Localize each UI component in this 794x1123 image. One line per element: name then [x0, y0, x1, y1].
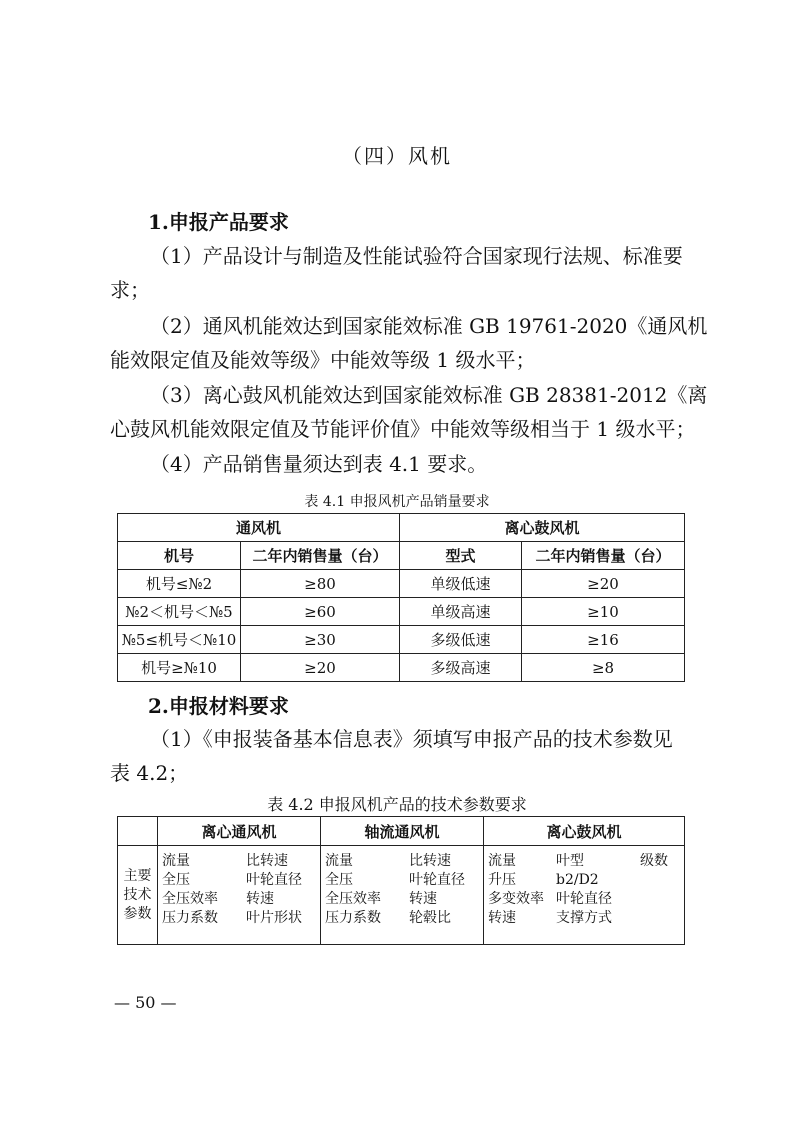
- table-header: 二年内销售量（台）: [522, 542, 685, 570]
- paragraph: （4）产品销售量须达到表 4.1 要求。: [150, 452, 488, 476]
- table-corner-cell: [118, 817, 158, 846]
- technical-parameters-table: [117, 816, 685, 945]
- param-item: 流量: [162, 853, 190, 869]
- paragraph: 能效限定值及能效等级》中能效等级 1 级水平；: [110, 348, 536, 372]
- table-cell: 机号≥№10: [118, 654, 241, 682]
- param-item: 全压: [325, 872, 353, 888]
- paragraph: （3）离心鼓风机能效达到国家能效标准 GB 28381-2012《离: [150, 383, 708, 407]
- table-cell: ≥16: [522, 626, 685, 654]
- table-cell: 机号≤№2: [118, 570, 241, 598]
- paragraph: （1）产品设计与制造及性能试验符合国家现行法规、标准要: [150, 244, 683, 268]
- table-cell: 多级低速: [400, 626, 522, 654]
- table-cell: ≥20: [522, 570, 685, 598]
- table-cell: 单级高速: [400, 598, 522, 626]
- param-item: 支撑方式: [556, 910, 612, 926]
- param-item: [640, 890, 680, 909]
- param-item: 比转速: [246, 853, 288, 869]
- paragraph: 求；: [110, 278, 150, 302]
- param-item: 全压效率: [162, 891, 218, 907]
- table-cell: ≥20: [241, 654, 400, 682]
- paragraph: 表 4.2；: [110, 761, 189, 785]
- table-group-header: 离心鼓风机: [400, 514, 685, 542]
- param-item: 级数: [640, 853, 668, 869]
- param-item: 轮毂比: [409, 910, 451, 926]
- sales-requirement-table: [117, 513, 685, 682]
- section-title: （四）风机: [342, 144, 452, 168]
- table-cell: ≥60: [241, 598, 400, 626]
- param-cell-centrifugal-ventilator: [158, 846, 321, 945]
- param-item: 压力系数: [162, 910, 218, 926]
- param-item: 压力系数: [325, 910, 381, 926]
- param-item: 转速: [246, 891, 274, 907]
- table-row: [118, 570, 685, 598]
- table-row: [118, 626, 685, 654]
- table-cell: ≥8: [522, 654, 685, 682]
- param-item: 流量: [488, 853, 516, 869]
- param-item: 叶轮直径: [246, 872, 302, 888]
- page-number: — 50 —: [114, 993, 177, 1012]
- table-header: 型式: [400, 542, 522, 570]
- param-item: 流量: [325, 853, 353, 869]
- param-item: 升压: [488, 872, 516, 888]
- param-item: [640, 871, 680, 890]
- param-item: 转速: [409, 891, 437, 907]
- table-row: [118, 598, 685, 626]
- paragraph: （1）《申报装备基本信息表》须填写申报产品的技术参数见: [150, 727, 673, 751]
- param-item: b2/D2: [556, 872, 599, 888]
- paragraph: 心鼓风机能效限定值及节能评价值》中能效等级相当于 1 级水平；: [110, 417, 696, 441]
- side-label-text: 主要技术参数: [123, 867, 152, 922]
- param-item: 比转速: [409, 853, 451, 869]
- table-cell: №2＜机号＜№5: [118, 598, 241, 626]
- table-caption: 表 4.1 申报风机产品销量要求: [304, 494, 490, 510]
- param-item: 多变效率: [488, 891, 544, 907]
- table-cell: №5≤机号＜№10: [118, 626, 241, 654]
- table-row: [118, 654, 685, 682]
- table-header: 轴流通风机: [321, 817, 484, 846]
- param-cell-centrifugal-blower: [484, 846, 685, 945]
- table-side-label: [118, 846, 158, 945]
- heading-product-requirements: 1.申报产品要求: [148, 210, 289, 234]
- param-item: 叶型: [556, 853, 584, 869]
- param-item: [640, 909, 680, 928]
- param-item: 叶轮直径: [556, 891, 612, 907]
- table-cell: ≥30: [241, 626, 400, 654]
- param-cell-axial-ventilator: [321, 846, 484, 945]
- table-group-header: 通风机: [118, 514, 400, 542]
- param-item: 全压: [162, 872, 190, 888]
- table-header: 离心通风机: [158, 817, 321, 846]
- table-header: 二年内销售量（台）: [241, 542, 400, 570]
- param-item: 转速: [488, 910, 516, 926]
- table-header: 离心鼓风机: [484, 817, 685, 846]
- table-header: 机号: [118, 542, 241, 570]
- param-item: 全压效率: [325, 891, 381, 907]
- param-item: 叶轮直径: [409, 872, 465, 888]
- table-cell: 多级高速: [400, 654, 522, 682]
- table-caption: 表 4.2 申报风机产品的技术参数要求: [267, 795, 527, 814]
- param-item: 叶片形状: [246, 910, 302, 926]
- heading-material-requirements: 2.申报材料要求: [148, 694, 289, 718]
- table-cell: 单级低速: [400, 570, 522, 598]
- paragraph: （2）通风机能效达到国家能效标准 GB 19761-2020《通风机: [150, 314, 708, 338]
- table-cell: ≥10: [522, 598, 685, 626]
- table-cell: ≥80: [241, 570, 400, 598]
